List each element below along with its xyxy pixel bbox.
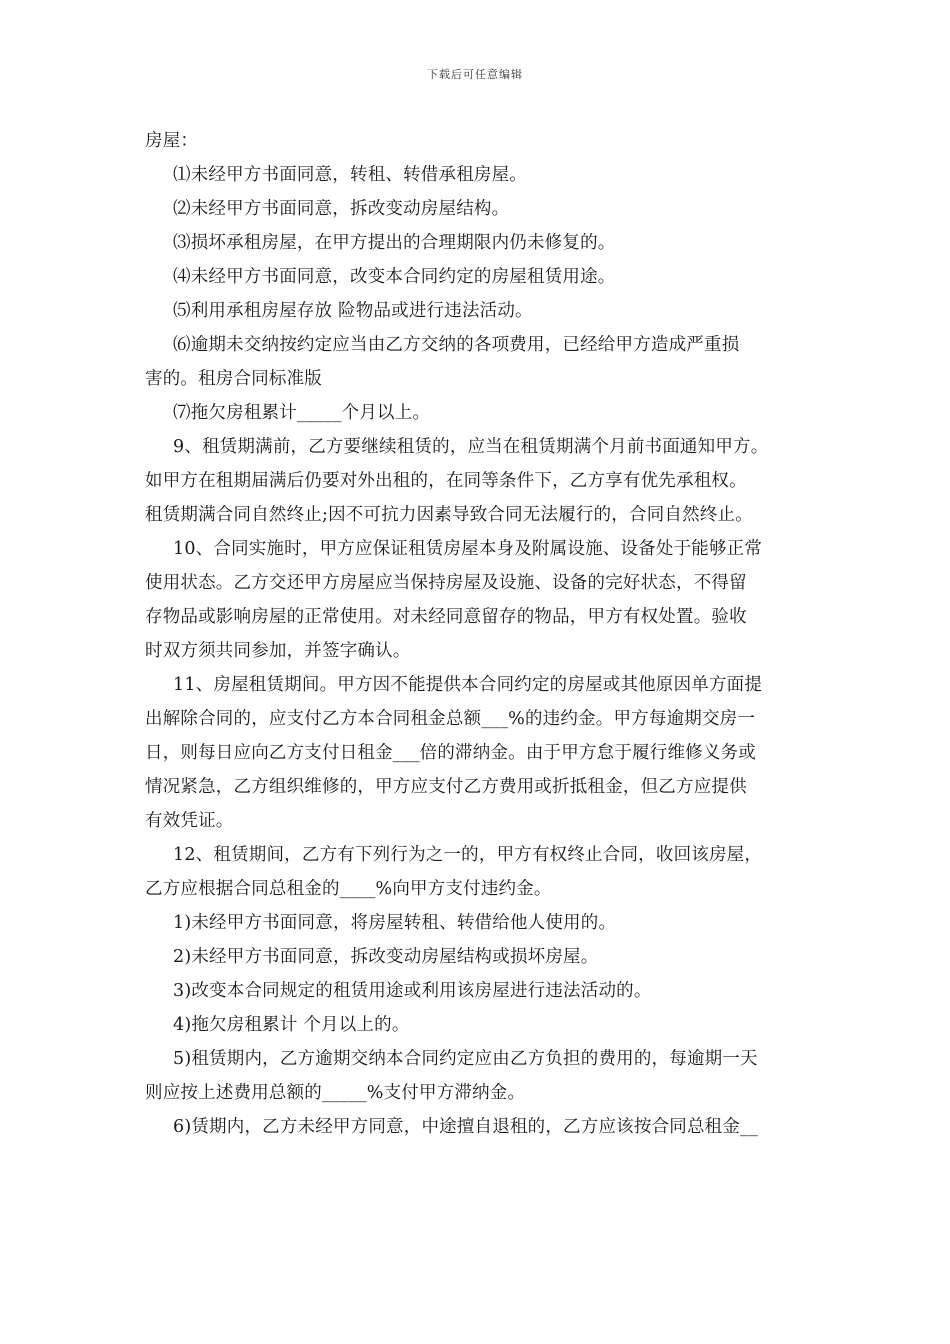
text-line: 存物品或影响房屋的正常使用。对未经同意留存的物品，甲方有权处置。验收 [145, 607, 747, 627]
text-line: 3)改变本合同规定的租赁用途或利用该房屋进行违法活动的。 [173, 981, 652, 1001]
text-line: 害的。租房合同标准版 [145, 369, 322, 389]
text-line: 日，则每日应向乙方支付日租金___倍的滞纳金。由于甲方怠于履行维修义务或 [145, 743, 756, 763]
document-body [145, 124, 825, 1144]
text-line: 情况紧急，乙方组织维修的，甲方应支付乙方费用或折抵租金，但乙方应提供 [145, 777, 747, 797]
text-line: 则应按上述费用总额的_____%支付甲方滞纳金。 [145, 1083, 526, 1103]
text-line: ⑺拖欠房租累计_____个月以上。 [173, 403, 431, 423]
text-line: 出解除合同的，应支付乙方本合同租金总额___%的违约金。甲方每逾期交房一 [145, 709, 756, 729]
page-header: 下载后可任意编辑 [427, 68, 523, 81]
text-line: 如甲方在租期届满后仍要对外出租的，在同等条件下，乙方享有优先承租权。 [145, 471, 747, 491]
text-line: 11、房屋租赁期间。甲方因不能提供本合同约定的房屋或其他原因单方面提 [173, 675, 763, 695]
text-line: 1)未经甲方书面同意，将房屋转租、转借给他人使用的。 [173, 913, 617, 933]
text-line: 4)拖欠房租累计 个月以上的。 [173, 1015, 410, 1035]
text-line: ⑸利用承租房屋存放 险物品或进行违法活动。 [173, 301, 533, 321]
text-line: 2)未经甲方书面同意，拆改变动房屋结构或损坏房屋。 [173, 947, 599, 967]
text-line: 使用状态。乙方交还甲方房屋应当保持房屋及设施、设备的完好状态，不得留 [145, 573, 747, 593]
text-line: 6)赁期内，乙方未经甲方同意，中途擅自退租的，乙方应该按合同总租金__ [173, 1117, 758, 1137]
text-line: 租赁期满合同自然终止;因不可抗力因素导致合同无法履行的，合同自然终止。 [145, 505, 753, 525]
text-line: 12、租赁期间，乙方有下列行为之一的，甲方有权终止合同，收回该房屋， [173, 845, 763, 865]
text-line: 有效凭证。 [145, 811, 234, 831]
text-line: 5)租赁期内，乙方逾期交纳本合同约定应由乙方负担的费用的，每逾期一天 [173, 1049, 758, 1069]
text-line: 房屋： [145, 131, 199, 151]
text-line: 时双方须共同参加，并签字确认。 [145, 641, 411, 661]
text-line: 9、租赁期满前，乙方要继续租赁的，应当在租赁期满个月前书面通知甲方。 [173, 437, 769, 457]
text-line: ⑷未经甲方书面同意，改变本合同约定的房屋租赁用途。 [173, 267, 616, 287]
text-line: ⑴未经甲方书面同意，转租、转借承租房屋。 [173, 165, 527, 185]
text-line: ⑵未经甲方书面同意，拆改变动房屋结构。 [173, 199, 510, 219]
text-line: ⑹逾期未交纳按约定应当由乙方交纳的各项费用，已经给甲方造成严重损 [173, 335, 740, 355]
text-line: 乙方应根据合同总租金的____%向甲方支付违约金。 [145, 879, 552, 899]
text-line: ⑶损坏承租房屋，在甲方提出的合理期限内仍未修复的。 [173, 233, 616, 253]
text-line: 10、合同实施时，甲方应保证租赁房屋本身及附属设施、设备处于能够正常 [173, 539, 763, 559]
